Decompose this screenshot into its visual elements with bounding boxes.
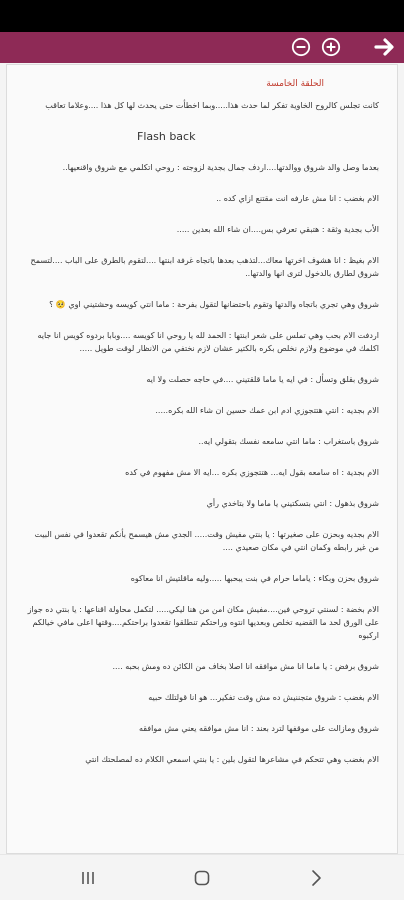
story-paragraph: اردفت الام بحب وهي تملس على شعر ابنتها : الحمد لله يا روحي انا كويسه ....وبابا بردوه كويس انا جايه اكلمك في موضوع ولازم نخلص بكره بالكتير عشان لازم نختفي من الانظار لوقت طويل ..... xyxy=(37,331,379,353)
status-bar xyxy=(0,0,404,32)
story-paragraph: شروق ومازالت على موقفها لترد بعند : انا مش موافقه يعني مش موافقه xyxy=(138,724,379,733)
story-paragraph: الام بغضب وهي تتحكم في مشاعرها لتقول بلين : يا بنتي اسمعي الكلام ده لمصلحتك انتي xyxy=(85,755,379,764)
zoom-in-icon[interactable] xyxy=(321,37,341,57)
story-paragraph: الام بغضب : انا مش عارفه انت مقتنع ازاي كده .. xyxy=(216,194,379,203)
story-content[interactable] xyxy=(6,64,398,854)
arrow-right-icon[interactable] xyxy=(374,37,396,57)
story-paragraph: الأب بجدية وثقة : هتبقي تعرفي بس....ان شاء الله بعدين ..... xyxy=(176,225,379,234)
system-navigation-bar xyxy=(0,854,404,900)
story-paragraph: شروق بذهول : انتي بتسكتيني يا ماما ولا بتاخدي رأي xyxy=(206,499,379,508)
story-paragraph: شروق بقلق وتسأل : في ايه يا ماما قلقتيني ....في حاجه حصلت ولا ايه xyxy=(146,375,379,384)
story-paragraph: الام بغضب : شروق متجننيش ده مش وقت تفكير... هو انا قولتلك حبيه xyxy=(148,693,379,702)
story-paragraph: كانت تجلس كالروح الخاوية تفكر لما حدث هذا.....وبما اخطأت حتى يحدث لها كل هذا ....وعلاما تعاقب xyxy=(45,101,379,110)
zoom-out-icon[interactable] xyxy=(291,37,311,57)
story-paragraph: بعدما وصل والد شروق ووالدتها....اردف جمال بجدية لزوجته : روحي اتكلمي مع شروق واقنعيها.. xyxy=(62,163,379,172)
flash-back-label: Flash back xyxy=(137,130,196,143)
back-icon[interactable] xyxy=(304,867,328,889)
chapter-title: الحلقة الخامسة xyxy=(266,79,324,89)
story-paragraph: شروق وهي تجري باتجاه والدتها وتقوم باحتضانها لتقول بفرحة : ماما انتي كويسه وحشتيني اوي 🥺 ؟ xyxy=(49,300,379,309)
story-paragraph: شروق باستغراب : ماما انتي سامعه نفسك بتقولي ايه.. xyxy=(198,437,379,446)
story-paragraph: الام بغيظ : انا هشوف اخرتها معاك...لتذهب بعدها باتجاه غرفة ابنتها ....لتقوم بالطرق على الباب ....لتسمح شروق لطارق بالدخول لترى انها والدتها.. xyxy=(30,256,379,278)
story-paragraph: شروق بحزن وبكاء : ياماما حرام في بنت يبحبها .....وليه ماقلتيش انا معاكوه xyxy=(130,574,379,583)
story-paragraph: شروق برفض : يا ماما انا مش موافقه انا اصلا بخاف من الكائن ده ومش بحبه .... xyxy=(112,662,379,671)
story-paragraph: الام بخضة : لسنتي تروحي فين....مفيش مكان امن من هنا ليكي..... لتكمل محاولة اقناعها : يا بنتي ده جواز على الورق لحد ما القضيه تخلص وبعديها انتوه وراحتكم تنطلقوا تقعدوا براحتكم....وقتها اعلى مافي خيالكم اركبوه xyxy=(27,605,379,640)
recents-icon[interactable] xyxy=(76,867,100,889)
app-bar xyxy=(0,32,404,63)
story-paragraph: الام بجديه وبحزن على صغيرتها : يا بنتي مفيش وقت..... الجدي مش هيسمح بأنكم تقعدوا في نفس البيت من غير رابطه وكمان انتي في مكان صعيدي .... xyxy=(34,530,379,552)
story-paragraph: الام بجديه : انتي هتتجوزي ادم ابن عمك حسين ان شاء الله بكره..... xyxy=(155,406,379,415)
home-icon[interactable] xyxy=(190,867,214,889)
story-paragraph: الام بجدية : اه سامعه بقول ايه... هتتجوزي بكره ...ايه الا مش مفهوم في كده xyxy=(125,468,379,477)
